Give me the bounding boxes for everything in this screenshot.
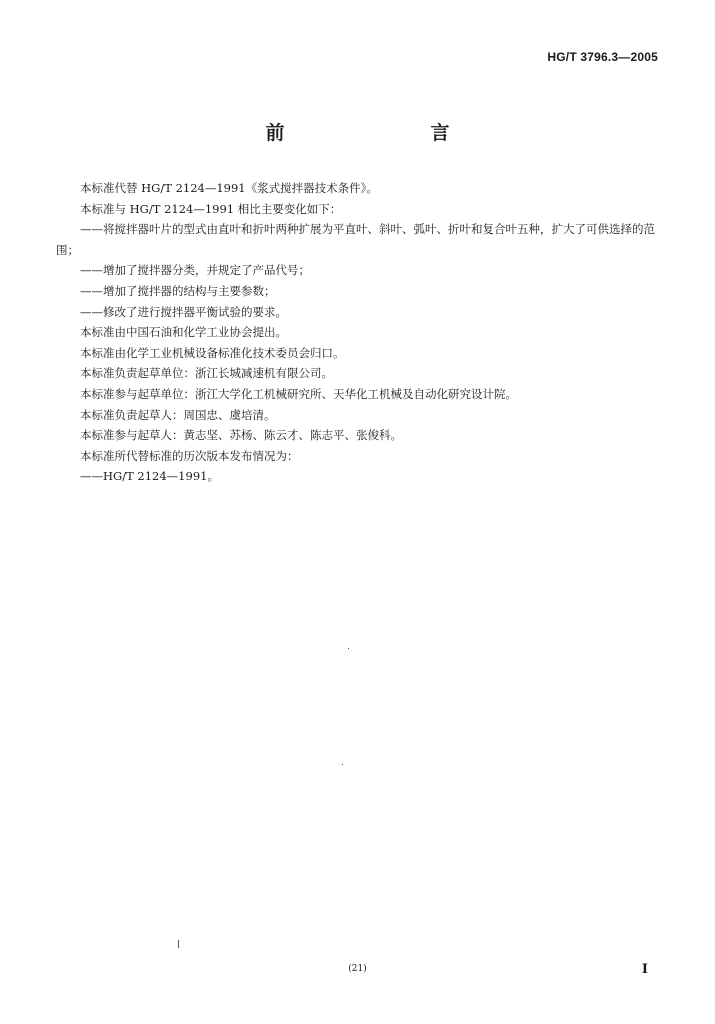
scan-speck [348,648,349,649]
paragraph: 本标准负责起草人：周国忠、虞培清。 [80,407,276,422]
paragraph: ——增加了搅拌器的结构与主要参数； [80,283,276,298]
scan-speck [342,764,343,765]
roman-page-number: I [641,962,648,977]
page-title: 前 言 [265,122,486,144]
scan-speck [178,940,179,948]
paragraph: 本标准参与起草单位：浙江大学化工机械研究所、天华化工机械及自动化研究设计院。 [80,386,517,401]
paragraph: 本标准与 HG/T 2124—1991 相比主要变化如下： [80,201,342,216]
paragraph: ——HG/T 2124—1991。 [80,469,219,484]
paragraph: 本标准所代替标准的历次版本发布情况为： [80,448,299,463]
paragraph: 本标准由化学工业机械设备标准化技术委员会归口。 [80,345,345,360]
paragraph: ——将搅拌器叶片的型式由直叶和折叶两种扩展为平直叶、斜叶、弧叶、折叶和复合叶五种，扩大了可供选择的范围； [56,222,655,257]
paragraph: 本标准负责起草单位：浙江长城减速机有限公司。 [80,366,333,381]
paragraph: 本标准参与起草人：黄志坚、苏杨、陈云才、陈志平、张俊科。 [80,428,402,443]
paragraph: 本标准代替 HG/T 2124—1991《浆式搅拌器技术条件》。 [80,181,378,195]
paragraph: ——增加了搅拌器分类，并规定了产品代号； [80,263,310,278]
paragraph: ——修改了进行搅拌器平衡试验的要求。 [80,304,287,319]
foreword-body [56,178,668,487]
page-number: (21) [348,964,367,974]
standard-code: HG/T 3796.3—2005 [547,50,658,64]
paragraph: 本标准由中国石油和化学工业协会提出。 [80,325,287,340]
